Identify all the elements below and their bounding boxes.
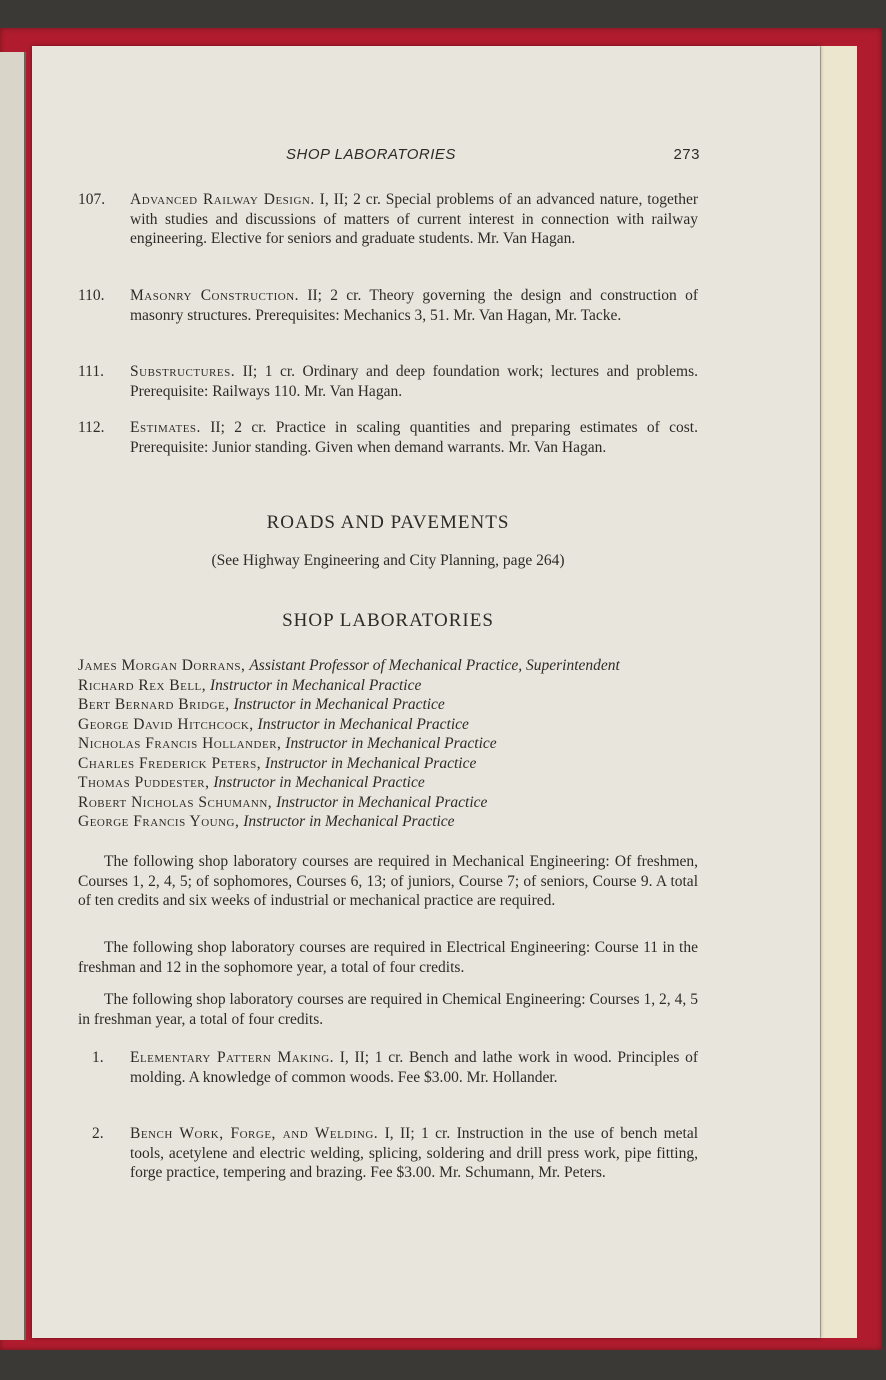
staff-name: Richard Rex Bell,	[78, 676, 207, 694]
staff-member	[78, 754, 698, 774]
staff-member	[78, 734, 698, 754]
course-number: 1.	[92, 1049, 104, 1066]
section-heading-shop: SHOP LABORATORIES	[282, 610, 494, 631]
course-entry	[78, 362, 698, 401]
course-number: 110.	[78, 287, 105, 304]
course-description: II; 2 cr. Practice in scaling quantities and preparing estimates of cost. Prerequisite: Junior standing. Given when demand warrants. Mr. Van Hagan.	[130, 419, 698, 456]
course-number: 112.	[78, 419, 105, 436]
requirements-paragraph: The following shop laboratory courses are required in Electrical Engineering: Course 11 in the freshman and 12 in the sophomore year, a total of four credits.	[78, 939, 698, 976]
running-header	[286, 146, 700, 163]
requirements-paragraph: The following shop laboratory courses are required in Chemical Engineering: Courses 1, 2, 4, 5 in freshman year, a total of four credits.	[78, 991, 698, 1028]
staff-name: Bert Bernard Bridge,	[78, 696, 230, 713]
staff-title: Instructor in Mechanical Practice	[276, 793, 488, 811]
staff-name: Charles Frederick Peters,	[78, 754, 262, 772]
staff-member	[78, 676, 698, 696]
course-number: 107.	[78, 191, 106, 208]
course-entry	[78, 1048, 698, 1087]
staff-name: Nicholas Francis Hollander,	[78, 735, 282, 752]
staff-title: Instructor in Mechanical Practice	[243, 813, 455, 830]
course-entry	[78, 418, 698, 457]
page-number: 273	[673, 146, 700, 163]
section-heading-roads: ROADS AND PAVEMENTS	[266, 512, 510, 533]
course-entry	[78, 190, 698, 249]
course-name: Advanced Railway Design.	[130, 191, 315, 208]
staff-title: Instructor in Mechanical Practice	[264, 754, 477, 772]
page-block-edge	[820, 46, 857, 1338]
staff-name: George Francis Young,	[78, 813, 240, 830]
staff-name: Thomas Puddester,	[78, 774, 210, 791]
staff-list	[78, 656, 698, 832]
course-description: I, II; 1 cr. Bench and lathe work in wood. Principles of molding. A knowledge of common woods. Fee $3.00. Mr. Hollander.	[130, 1049, 698, 1086]
course-description: II; 1 cr. Ordinary and deep foundation work; lectures and problems. Prerequisite: Railways 110. Mr. Van Hagan.	[130, 363, 699, 400]
course-name: Substructures.	[130, 363, 236, 380]
staff-title: Instructor in Mechanical Practice	[210, 676, 422, 694]
cross-reference-note: (See Highway Engineering and City Planning, page 264)	[211, 552, 565, 569]
staff-name: Robert Nicholas Schumann,	[78, 793, 273, 811]
facing-page-edge	[0, 52, 26, 1340]
staff-title: Assistant Professor of Mechanical Practice, Superintendent	[249, 657, 620, 674]
course-description: I, II; 2 cr. Special problems of an advanced nature, together with studies and discussions of matters of current interest in connection with railway engineering. Elective for seniors and graduate students. Mr. Van Hagan.	[130, 191, 699, 247]
course-name: Elementary Pattern Making.	[130, 1049, 335, 1066]
course-number: 111.	[78, 363, 104, 380]
course-name: Bench Work, Forge, and Welding.	[130, 1125, 379, 1142]
course-name: Masonry Construction.	[130, 287, 300, 304]
staff-member	[78, 715, 698, 735]
course-name: Estimates.	[130, 419, 201, 436]
staff-name: George David Hitchcock,	[78, 715, 254, 733]
staff-member	[78, 656, 698, 676]
requirements-paragraph: The following shop laboratory courses are required in Mechanical Engineering: Of freshmen, Courses 1, 2, 4, 5; of sophomores, Courses 6, 13; of juniors, Course 7; of seniors, Course 9. A total of ten credits and six weeks of industrial or mechanical practice are required.	[78, 853, 698, 909]
staff-title: Instructor in Mechanical Practice	[213, 774, 425, 791]
course-description: II; 2 cr. Theory governing the design and construction of masonry structures. Prerequisites: Mechanics 3, 51. Mr. Van Hagan, Mr. Tacke.	[130, 287, 699, 324]
course-entry	[78, 1124, 698, 1183]
staff-title: Instructor in Mechanical Practice	[257, 715, 469, 733]
staff-member	[78, 773, 698, 793]
staff-member	[78, 793, 698, 813]
course-entry	[78, 286, 698, 325]
course-number: 2.	[92, 1125, 104, 1142]
staff-title: Instructor in Mechanical Practice	[285, 735, 497, 752]
running-title: SHOP LABORATORIES	[286, 146, 456, 163]
course-description: I, II; 1 cr. Instruction in the use of bench metal tools, acetylene and electric welding, splicing, soldering and drill press work, pipe fitting, forge practice, tempering and brazing. Fee $3.00. Mr. Schumann, Mr. Peters.	[130, 1125, 699, 1181]
staff-member	[78, 695, 698, 715]
staff-member	[78, 812, 698, 832]
staff-name: James Morgan Dorrans,	[78, 657, 246, 674]
staff-title: Instructor in Mechanical Practice	[233, 696, 445, 713]
